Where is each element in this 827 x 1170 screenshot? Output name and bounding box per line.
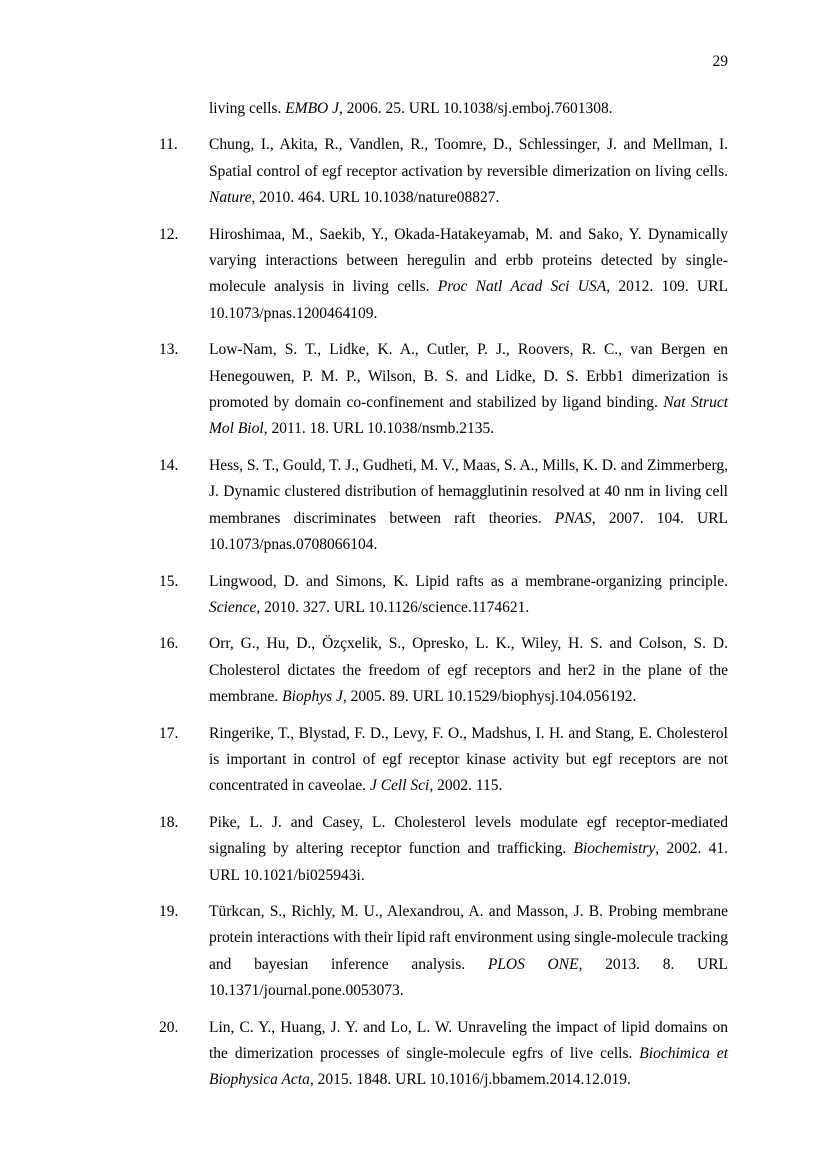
reference-number: 12. [159, 225, 179, 243]
reference-text-segment: , 2006. 25. URL 10.1038/sj.emboj.7601308. [339, 100, 613, 117]
reference-list [159, 96, 728, 1104]
reference-journal-title: Biochemistry [573, 840, 656, 858]
reference-text-segment: , 2011. 18. URL 10.1038/nsmb.2135. [263, 420, 495, 438]
reference-journal-title: Nat Struct Mol Biol [209, 394, 729, 438]
reference-journal-title: PNAS [554, 509, 592, 527]
reference-text-segment: Chung, I., Akita, R., Vandlen, R., Toomre, D., Schlessinger, J. and Mellman, I. Spatial control of egf receptor activation by reversible dimerization on living cells. [209, 136, 728, 180]
reference-text-segment: living cells. [209, 100, 286, 117]
reference-entry [159, 1015, 728, 1094]
reference-text-segment: , 2007. 104. URL 10.1073/pnas.0708066104. [209, 509, 728, 554]
reference-entry [159, 453, 728, 559]
reference-text [209, 132, 728, 211]
reference-text-segment: , 2010. 464. URL 10.1038/nature08827. [251, 189, 500, 207]
reference-text-segment: Low-Nam, S. T., Lidke, K. A., Cutler, P. J., Roovers, R. C., van Bergen en Henegouwen, P. M. P., Wilson, B. S. and Lidke, D. S. Erbb1 dimerization is promoted by domain co-confinement and stabilized by ligand binding. [209, 341, 728, 412]
reference-text [209, 1015, 728, 1094]
reference-text-segment: Lin, C. Y., Huang, J. Y. and Lo, L. W. Unraveling the impact of lipid domains on the dimerization processes of single-molecule egfrs of live cells. [209, 1018, 728, 1062]
reference-text-segment: , 2005. 89. URL 10.1529/biophysj.104.056192. [342, 688, 637, 706]
reference-journal-title: J Cell Sci [369, 777, 430, 795]
reference-text [209, 631, 728, 710]
reference-text [209, 899, 728, 1005]
reference-journal-title: Biochimica et Biophysica Acta [209, 1045, 728, 1089]
reference-number: 19. [159, 902, 179, 920]
reference-entry [159, 569, 728, 622]
reference-journal-title: PLOS ONE [487, 955, 579, 973]
reference-text-segment: , 2015. 1848. URL 10.1016/j.bbamem.2014.12.019. [309, 1071, 631, 1089]
reference-text-segment: Orr, G., Hu, D., Özçxelik, S., Opresko, L. K., Wiley, H. S. and Colson, S. D. Cholesterol dictates the freedom of egf receptors and her2 in the plane of the membrane. [209, 635, 728, 706]
reference-journal-title: Proc Natl Acad Sci USA [437, 278, 607, 296]
reference-text-segment: , 2013. 8. URL 10.1371/journal.pone.0053073. [209, 955, 728, 1000]
reference-text-segment: , 2010. 327. URL 10.1126/science.1174621. [256, 598, 530, 616]
reference-text-segment: Pike, L. J. and Casey, L. Cholesterol levels modulate egf receptor-mediated signaling by altering receptor function and trafficking. [209, 813, 728, 858]
reference-text [209, 810, 728, 889]
reference-entry [159, 222, 728, 328]
reference-entry [159, 132, 728, 211]
reference-text [209, 337, 728, 443]
reference-text-segment: , 2002. 41. URL 10.1021/bi025943i. [209, 840, 728, 884]
reference-text [209, 453, 728, 559]
reference-entry [159, 721, 728, 800]
reference-number: 17. [159, 724, 179, 742]
reference-text-segment: Lingwood, D. and Simons, K. Lipid rafts as a membrane-organizing principle. [209, 572, 728, 590]
reference-journal-title: Biophys J [282, 688, 343, 706]
reference-journal-title: Nature [209, 189, 252, 207]
reference-journal-title: EMBO J [285, 100, 339, 117]
reference-text-segment: Hiroshimaa, M., Saekib, Y., Okada-Hatakeyamab, M. and Sako, Y. Dynamically varying interactions between heregulin and erbb proteins detected by single-molecule analysis in living cells. [209, 225, 728, 296]
reference-text [209, 721, 728, 800]
reference-entry [159, 810, 728, 889]
reference-entry [159, 899, 728, 1005]
reference-entry [159, 96, 728, 122]
reference-text-segment: , 2002. 115. [429, 777, 503, 795]
reference-number: 20. [159, 1018, 179, 1036]
reference-text [209, 96, 728, 122]
reference-number: 14. [159, 456, 179, 474]
reference-entry [159, 337, 728, 443]
reference-number: 11. [159, 136, 178, 154]
reference-text-segment: Hess, S. T., Gould, T. J., Gudheti, M. V., Maas, S. A., Mills, K. D. and Zimmerberg, J. Dynamic clustered distribution of hemagglutinin resolved at 40 nm in living cell membranes discriminates between raft theories. [209, 456, 728, 527]
reference-entry [159, 631, 728, 710]
reference-text-segment: Türkcan, S., Richly, M. U., Alexandrou, A. and Masson, J. B. Probing membrane protein interactions with their lipid raft environment using single-molecule tracking and bayesian inference analysis. [209, 902, 728, 973]
reference-text [209, 222, 728, 328]
reference-text-segment: , 2012. 109. URL 10.1073/pnas.1200464109. [209, 278, 729, 322]
reference-text-segment: Ringerike, T., Blystad, F. D., Levy, F. O., Madshus, I. H. and Stang, E. Cholesterol is important in control of egf receptor kinase activity but egf receptors are not concentrated in caveolae. [209, 724, 728, 795]
reference-number: 13. [159, 341, 179, 359]
reference-number: 18. [159, 813, 179, 831]
page-number: 29 [712, 53, 728, 70]
reference-number: 16. [159, 635, 179, 653]
reference-text [209, 569, 728, 622]
reference-journal-title: Science [209, 598, 257, 616]
reference-number: 15. [159, 572, 179, 590]
